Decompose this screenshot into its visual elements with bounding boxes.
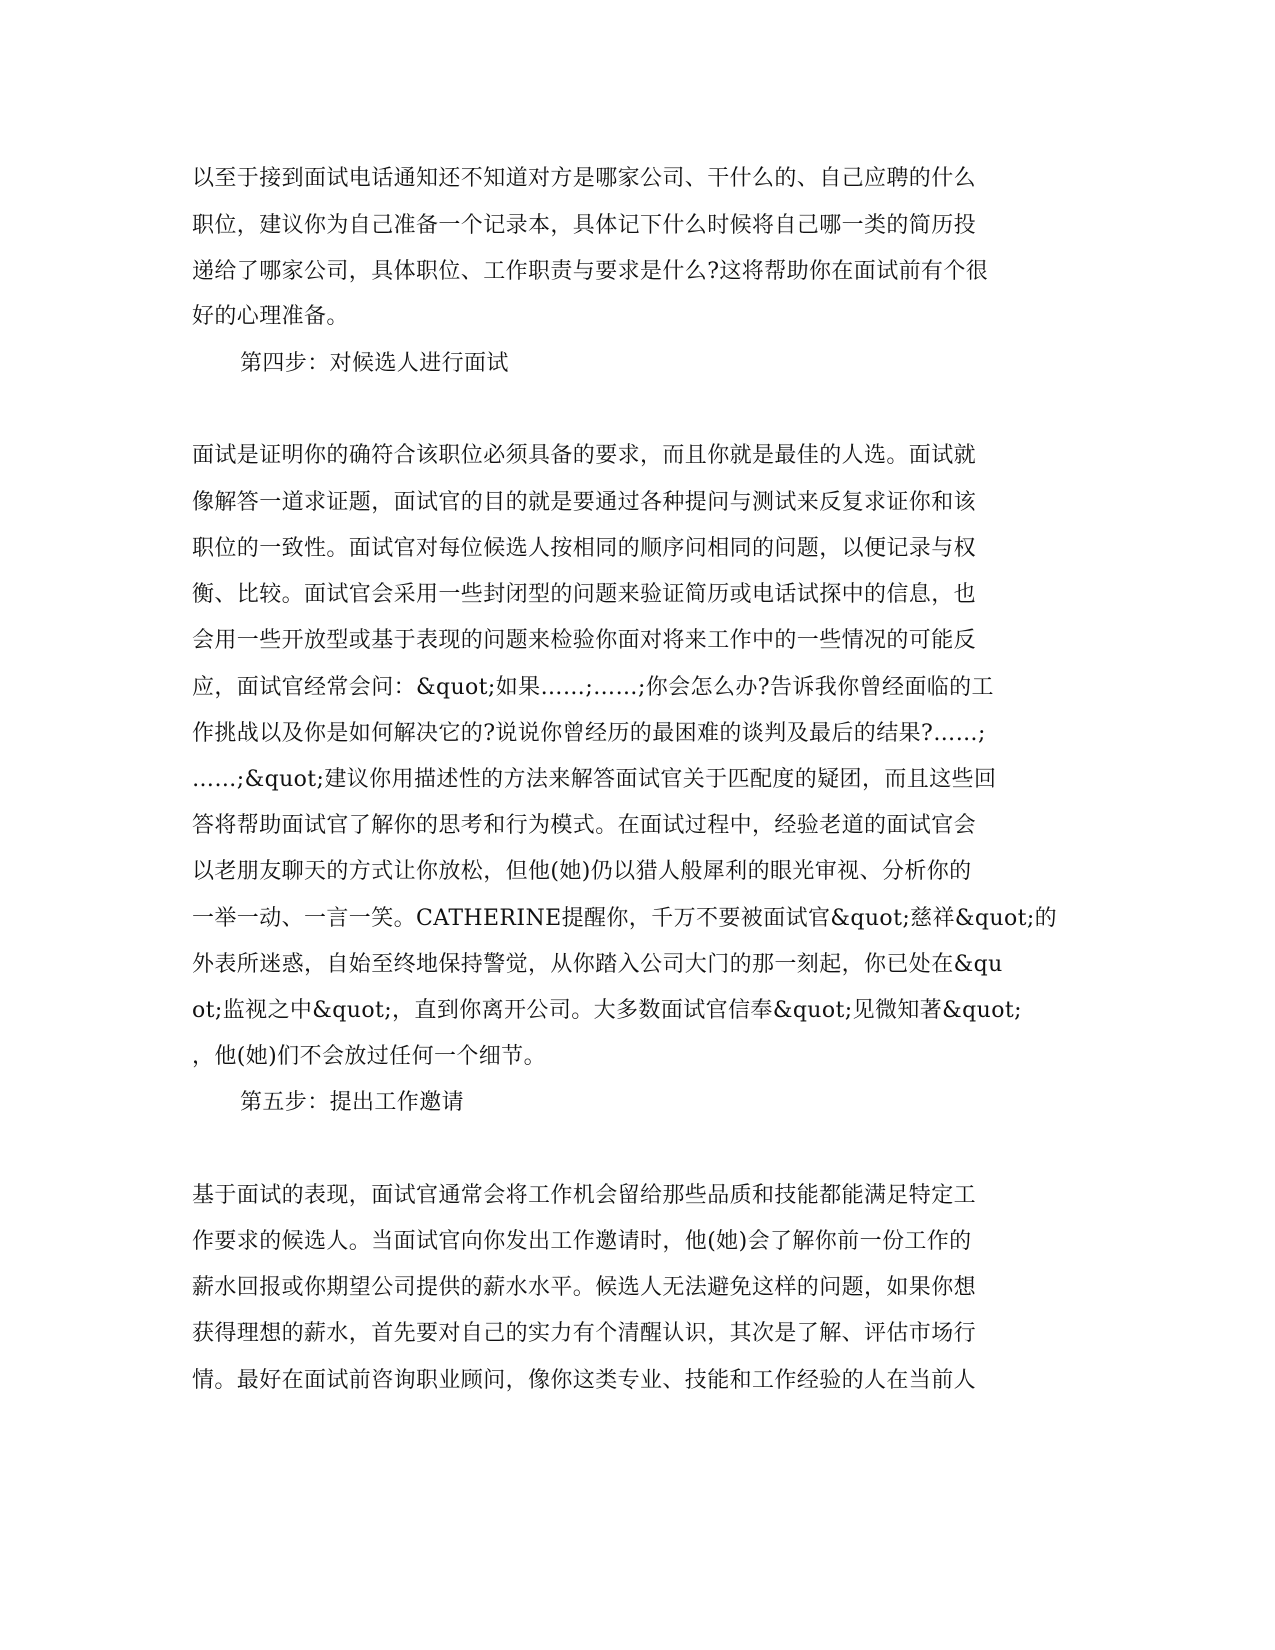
heading-step-4: 第四步：对候选人进行面试 (240, 351, 509, 376)
paragraph-intro-line: 递给了哪家公司，具体职位、工作职责与要求是什么?这将帮助你在面试前有个很 (192, 259, 989, 284)
paragraph-intro-line: 好的心理准备。 (192, 304, 349, 329)
paragraph-step4-line: 会用一些开放型或基于表现的问题来检验你面对将来工作中的一些情况的可能反 (192, 628, 977, 653)
paragraph-step4-line: 作挑战以及你是如何解决它的?说说你曾经历的最困难的谈判及最后的结果?……; (192, 721, 986, 746)
paragraph-step5-line: 情。最好在面试前咨询职业顾问，像你这类专业、技能和工作经验的人在当前人 (192, 1368, 977, 1393)
paragraph-step5-line: 获得理想的薪水，首先要对自己的实力有个清醒认识，其次是了解、评估市场行 (192, 1321, 977, 1346)
paragraph-intro-line: 职位，建议你为自己准备一个记录本，具体记下什么时候将自己哪一类的简历投 (192, 213, 977, 238)
paragraph-step4-line: 应，面试官经常会问：&quot;如果……;……;你会怎么办?告诉我你曾经面临的工 (192, 675, 994, 700)
paragraph-intro-line: 以至于接到面试电话通知还不知道对方是哪家公司、干什么的、自己应聘的什么 (192, 166, 977, 191)
paragraph-step5-line: 基于面试的表现，面试官通常会将工作机会留给那些品质和技能都能满足特定工 (192, 1183, 977, 1208)
heading-step-5: 第五步：提出工作邀请 (240, 1090, 465, 1115)
paragraph-step4-line: 外表所迷惑，自始至终地保持警觉，从你踏入公司大门的那一刻起，你已处在&qu (192, 952, 1003, 977)
paragraph-step4-line: 一举一动、一言一笑。CATHERINE提醒你，千万不要被面试官&quot;慈祥&quot;的 (192, 906, 1058, 931)
paragraph-step4-line: ot;监视之中&quot;，直到你离开公司。大多数面试官信奉&quot;见微知著&quot; (192, 998, 1022, 1023)
paragraph-step5-line: 薪水回报或你期望公司提供的薪水水平。候选人无法避免这样的问题，如果你想 (192, 1275, 977, 1300)
paragraph-step4-line: 像解答一道求证题，面试官的目的就是要通过各种提问与测试来反复求证你和该 (192, 490, 977, 515)
paragraph-step4-line: ……;&quot;建议你用描述性的方法来解答面试官关于匹配度的疑团，而且这些回 (192, 767, 997, 792)
paragraph-step5-line: 作要求的候选人。当面试官向你发出工作邀请时，他(她)会了解你前一份工作的 (192, 1229, 972, 1254)
paragraph-step4-line: 衡、比较。面试官会采用一些封闭型的问题来验证简历或电话试探中的信息，也 (192, 582, 977, 607)
paragraph-step4-line: 答将帮助面试官了解你的思考和行为模式。在面试过程中，经验老道的面试官会 (192, 813, 977, 838)
paragraph-step4-line: 面试是证明你的确符合该职位必须具备的要求，而且你就是最佳的人选。面试就 (192, 443, 977, 468)
paragraph-step4-line: 职位的一致性。面试官对每位候选人按相同的顺序问相同的问题，以便记录与权 (192, 536, 977, 561)
paragraph-step4-line: 以老朋友聊天的方式让你放松，但他(她)仍以猎人般犀利的眼光审视、分析你的 (192, 859, 972, 884)
paragraph-step4-line: ，他(她)们不会放过任何一个细节。 (192, 1044, 546, 1069)
